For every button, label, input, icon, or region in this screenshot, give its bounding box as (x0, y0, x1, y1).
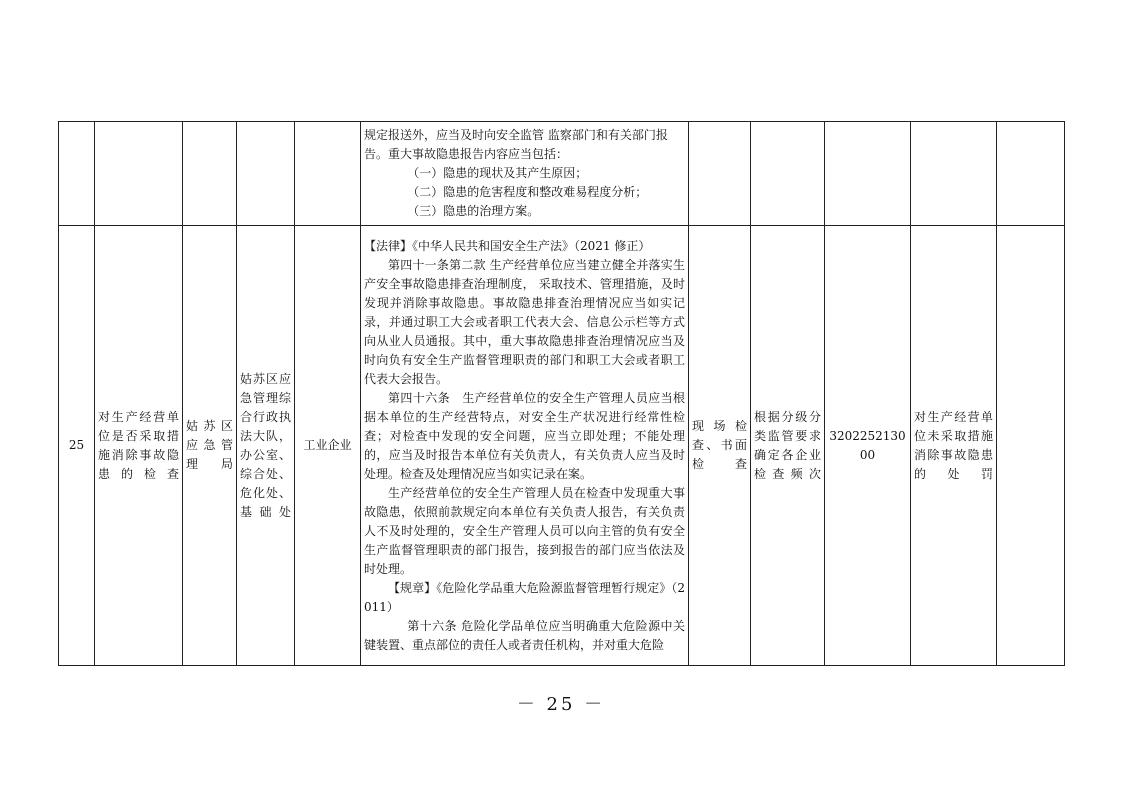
cell-department (237, 122, 295, 226)
inspection-table (58, 121, 1065, 666)
basis-heading-law: 【法律】《中华人民共和国安全生产法》（2021 修正） (364, 238, 651, 253)
basis-line: （二）隐患的危害程度和整改难易程度分析； (407, 185, 648, 199)
cell-code: 320225213000 (825, 226, 911, 666)
cell-remark (997, 226, 1065, 666)
cell-object (295, 122, 361, 226)
basis-heading-regulation: 【规章】《危险化学品重大危险源监督管理暂行规定》（2011） (364, 580, 685, 614)
cell-result (911, 122, 997, 226)
basis-line: 规定报送外，应当及时向安全监管 监察部门和有关部门报 (364, 128, 668, 142)
cell-basis (361, 226, 689, 666)
cell-code (825, 122, 911, 226)
basis-paragraph: 第四十六条 生产经营单位的安全生产管理人员应当根据本单位的生产经营特点，对安全生产状况进行经常性检查；对检查中发现的安全问题，应当立即处理；不能处理的，应当及时报告本单位有关负责人，有关负责人应当及时处理。检查及处理情况应当如实记录在案。 (364, 390, 685, 481)
basis-paragraph: 第十六条 危险化学品单位应当明确重大危险源中关键装置、重点部位的责任人或者责任机构，并对重大危险 (364, 618, 685, 652)
cell-object: 工业企业 (295, 226, 361, 666)
cell-frequency (751, 122, 825, 226)
cell-authority (183, 122, 237, 226)
table-row-continued (59, 122, 1065, 226)
cell-department: 姑苏区应急管理综合行政执法大队，办公室、综合处、危化处、基础处 (237, 226, 295, 666)
cell-authority: 姑苏区应急管理局 (183, 226, 237, 666)
cell-result: 对生产经营单位未采取措施消除事故隐患的处罚 (911, 226, 997, 666)
cell-index: 25 (59, 226, 95, 666)
basis-line: 告。重大事故隐患报告内容应当包括： (364, 147, 569, 161)
cell-frequency: 根据分级分类监管要求确定各企业检查频次 (751, 226, 825, 666)
cell-item (95, 122, 183, 226)
page-number: － 25 － (516, 694, 606, 715)
cell-basis (361, 122, 689, 226)
basis-paragraph: 生产经营单位的安全生产管理人员在检查中发现重大事故隐患，依照前款规定向本单位有关负责人报告，有关负责人不及时处理的，安全生产管理人员可以向主管的负有安全生产监督管理职责的部门报告，接到报告的部门应当依法及时处理。 (364, 485, 685, 576)
table-row-25 (59, 226, 1065, 666)
basis-paragraph: 第四十一条第二款 生产经营单位应当建立健全并落实生产安全事故隐患排查治理制度， 采取技术、管理措施，及时发现并消除事故隐患。事故隐患排查治理情况应当如实记录，并通过职工大会或者职工代表大会、信息公示栏等方式向从业人员通报。其中，重大事故隐患排查治理情况应当及时向负有安全生产监督管理职责的部门和职工大会或者职工代表大会报告。 (364, 257, 685, 386)
cell-remark (997, 122, 1065, 226)
basis-line: （一）隐患的现状及其产生原因； (407, 166, 588, 180)
cell-index (59, 122, 95, 226)
cell-item: 对生产经营单位是否采取措施消除事故隐患的检查 (95, 226, 183, 666)
cell-method: 现场检查、书面检查 (689, 226, 751, 666)
basis-line: （三）隐患的治理方案。 (407, 204, 540, 218)
cell-method (689, 122, 751, 226)
